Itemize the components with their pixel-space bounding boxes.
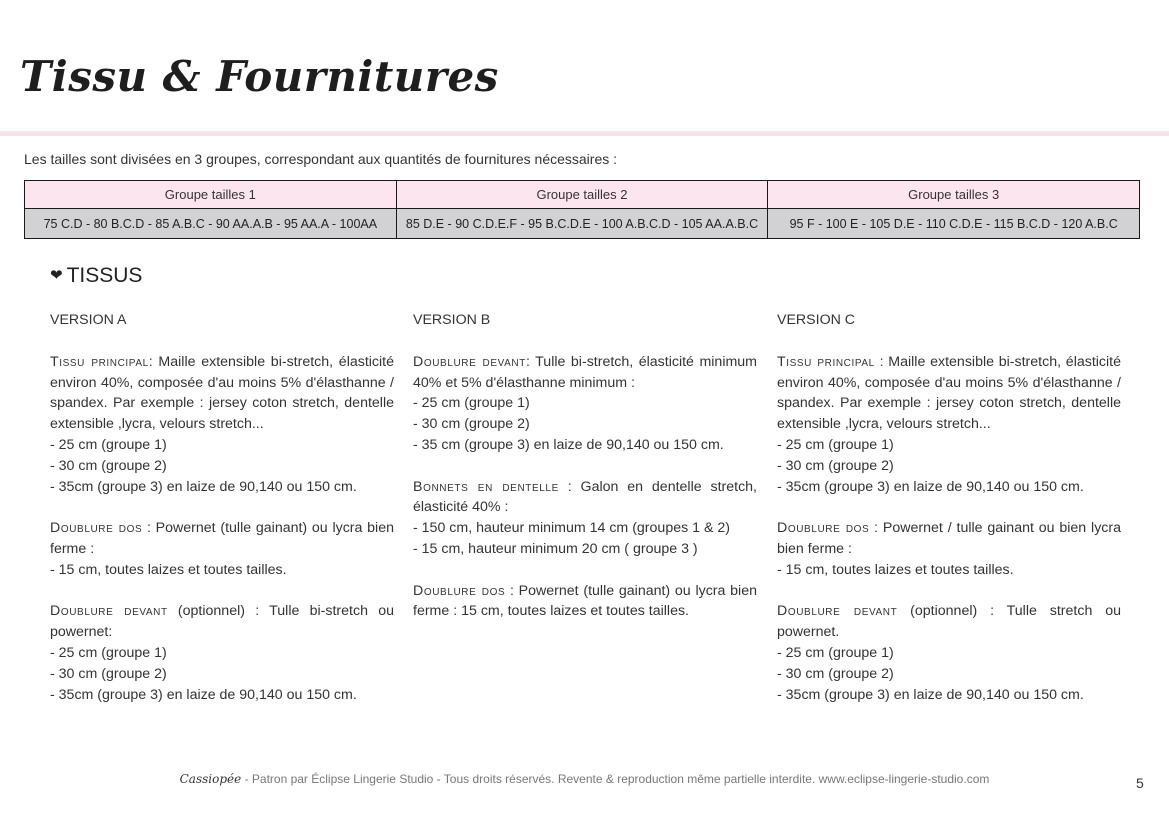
page-number: 5 (1136, 775, 1144, 791)
list-item: - 35 cm (groupe 3) en laize de 90,140 ou 150 cm. (413, 436, 724, 453)
list-item: - 35cm (groupe 3) en laize de 90,140 ou 150 cm. (777, 686, 1084, 703)
list-item: - 30 cm (groupe 2) (777, 457, 894, 474)
footer-text: - Patron par Éclipse Lingerie Studio - Tous droits réservés. Revente & reproduction même partielle interdite. www.eclipse-lingerie-studio.com (241, 772, 990, 786)
version-b-column (413, 310, 757, 643)
header-group-1: Groupe tailles 1 (25, 181, 397, 209)
list-item: - 25 cm (groupe 1) (50, 644, 167, 661)
page-title: Tissu & Fournitures (20, 52, 499, 101)
header-group-3: Groupe tailles 3 (768, 181, 1140, 209)
list-item: - 25 cm (groupe 1) (50, 436, 167, 453)
list-item: - 25 cm (groupe 1) (777, 644, 894, 661)
heart-icon: ❤ (50, 267, 63, 284)
paragraph-text: : Maille extensible bi-stretch, élasticité environ 40%, composée d'au moins 5% d'élasthanne / spandex. Par exemple : jersey coton stretch, dentelle extensible ,lycra, velours stretch... (777, 353, 1122, 433)
list-item: - 30 cm (groupe 2) (777, 665, 894, 682)
page-footer (0, 772, 1169, 786)
size-groups-table (24, 180, 1140, 239)
paragraph-text: : Powernet / tulle gainant ou bien lycra bien ferme : (777, 520, 1121, 557)
list-item: - 15 cm, toutes laizes et toutes tailles. (50, 561, 287, 578)
sizes-group-1: 75 C.D - 80 B.C.D - 85 A.B.C - 90 AA.A.B - 95 AA.A - 100AA (25, 209, 397, 239)
paragraph-label: Doublure devant (50, 603, 168, 620)
list-item: - 35cm (groupe 3) en laize de 90,140 ou 150 cm. (50, 478, 357, 495)
section-tissus-heading (50, 264, 142, 288)
paragraph-text: (optionnel) : Tulle stretch ou powernet. (777, 603, 1121, 641)
list-item: - 150 cm, hauteur minimum 14 cm (groupes 1 & 2) (413, 520, 730, 537)
paragraph-text: : Maille extensible bi-stretch, élasticité environ 40%, composée d'au moins 5% d'élasthanne / spandex. Par exemple : jersey coton stretch, dentelle extensible ,lycra, velours stretch... (50, 353, 395, 433)
version-b-bonnets-dentelle (413, 477, 757, 560)
version-c-doublure-dos (777, 518, 1121, 580)
header-group-2: Groupe tailles 2 (396, 181, 768, 209)
footer-brand: Cassiopée (179, 772, 242, 786)
sizes-group-3: 95 F - 100 E - 105 D.E - 110 C.D.E - 115 B.C.D - 120 A.B.C (768, 209, 1140, 239)
paragraph-label: Doublure devant (413, 353, 526, 370)
sizes-group-2: 85 D.E - 90 C.D.E.F - 95 B.C.D.E - 100 A.B.C.D - 105 AA.A.B.C (396, 209, 768, 239)
paragraph-label: Doublure dos (777, 520, 870, 537)
version-c-column (777, 310, 1121, 726)
list-item: - 15 cm, hauteur minimum 20 cm ( groupe 3 ) (413, 540, 698, 557)
paragraph-text: (optionnel) : Tulle bi-stretch ou powernet: (50, 603, 395, 641)
paragraph-text: : Powernet (tulle gainant) ou lycra bien ferme : (50, 520, 394, 557)
list-item: - 25 cm (groupe 1) (777, 436, 894, 453)
section-tissus-label: TISSUS (66, 264, 143, 287)
paragraph-label: Tissu principal (777, 353, 875, 370)
paragraph-label: Bonnets en dentelle (413, 478, 559, 495)
intro-text: Les tailles sont divisées en 3 groupes, correspondant aux quantités de fournitures nécessaires : (24, 151, 618, 167)
list-item: - 30 cm (groupe 2) (50, 665, 167, 682)
table-row (25, 209, 1140, 239)
version-a-tissu-principal (50, 352, 394, 498)
version-a-doublure-dos (50, 518, 394, 580)
list-item: - 35cm (groupe 3) en laize de 90,140 ou 150 cm. (50, 686, 357, 703)
list-item: - 25 cm (groupe 1) (413, 395, 530, 412)
paragraph-text: : Powernet (tulle gainant) ou lycra bien ferme : 15 cm, toutes laizes et toutes tailles. (413, 582, 757, 620)
paragraph-label: Tissu principal (50, 353, 149, 370)
version-b-doublure-devant (413, 352, 757, 456)
paragraph-label: Doublure dos (413, 582, 506, 599)
list-item: - 15 cm, toutes laizes et toutes tailles. (777, 561, 1014, 578)
version-a-doublure-devant (50, 601, 394, 705)
paragraph-label: Doublure devant (777, 603, 898, 620)
list-item: - 35cm (groupe 3) en laize de 90,140 ou 150 cm. (777, 478, 1084, 495)
version-b-label: VERSION B (413, 312, 491, 328)
table-header-row (25, 181, 1140, 209)
list-item: - 30 cm (groupe 2) (50, 457, 167, 474)
version-a-column (50, 310, 394, 726)
version-c-tissu-principal (777, 352, 1121, 498)
paragraph-text: : Galon en dentelle stretch, élasticité 40% : (413, 478, 757, 516)
paragraph-text: : Tulle bi-stretch, élasticité minimum 40% et 5% d'élasthanne minimum : (413, 353, 758, 391)
paragraph-label: Doublure dos (50, 520, 143, 537)
version-c-doublure-devant (777, 601, 1121, 705)
list-item: - 30 cm (groupe 2) (413, 416, 530, 433)
title-underline (0, 131, 1169, 136)
version-b-doublure-dos (413, 581, 757, 623)
version-c-label: VERSION C (777, 312, 856, 328)
version-a-label: VERSION A (50, 312, 127, 328)
